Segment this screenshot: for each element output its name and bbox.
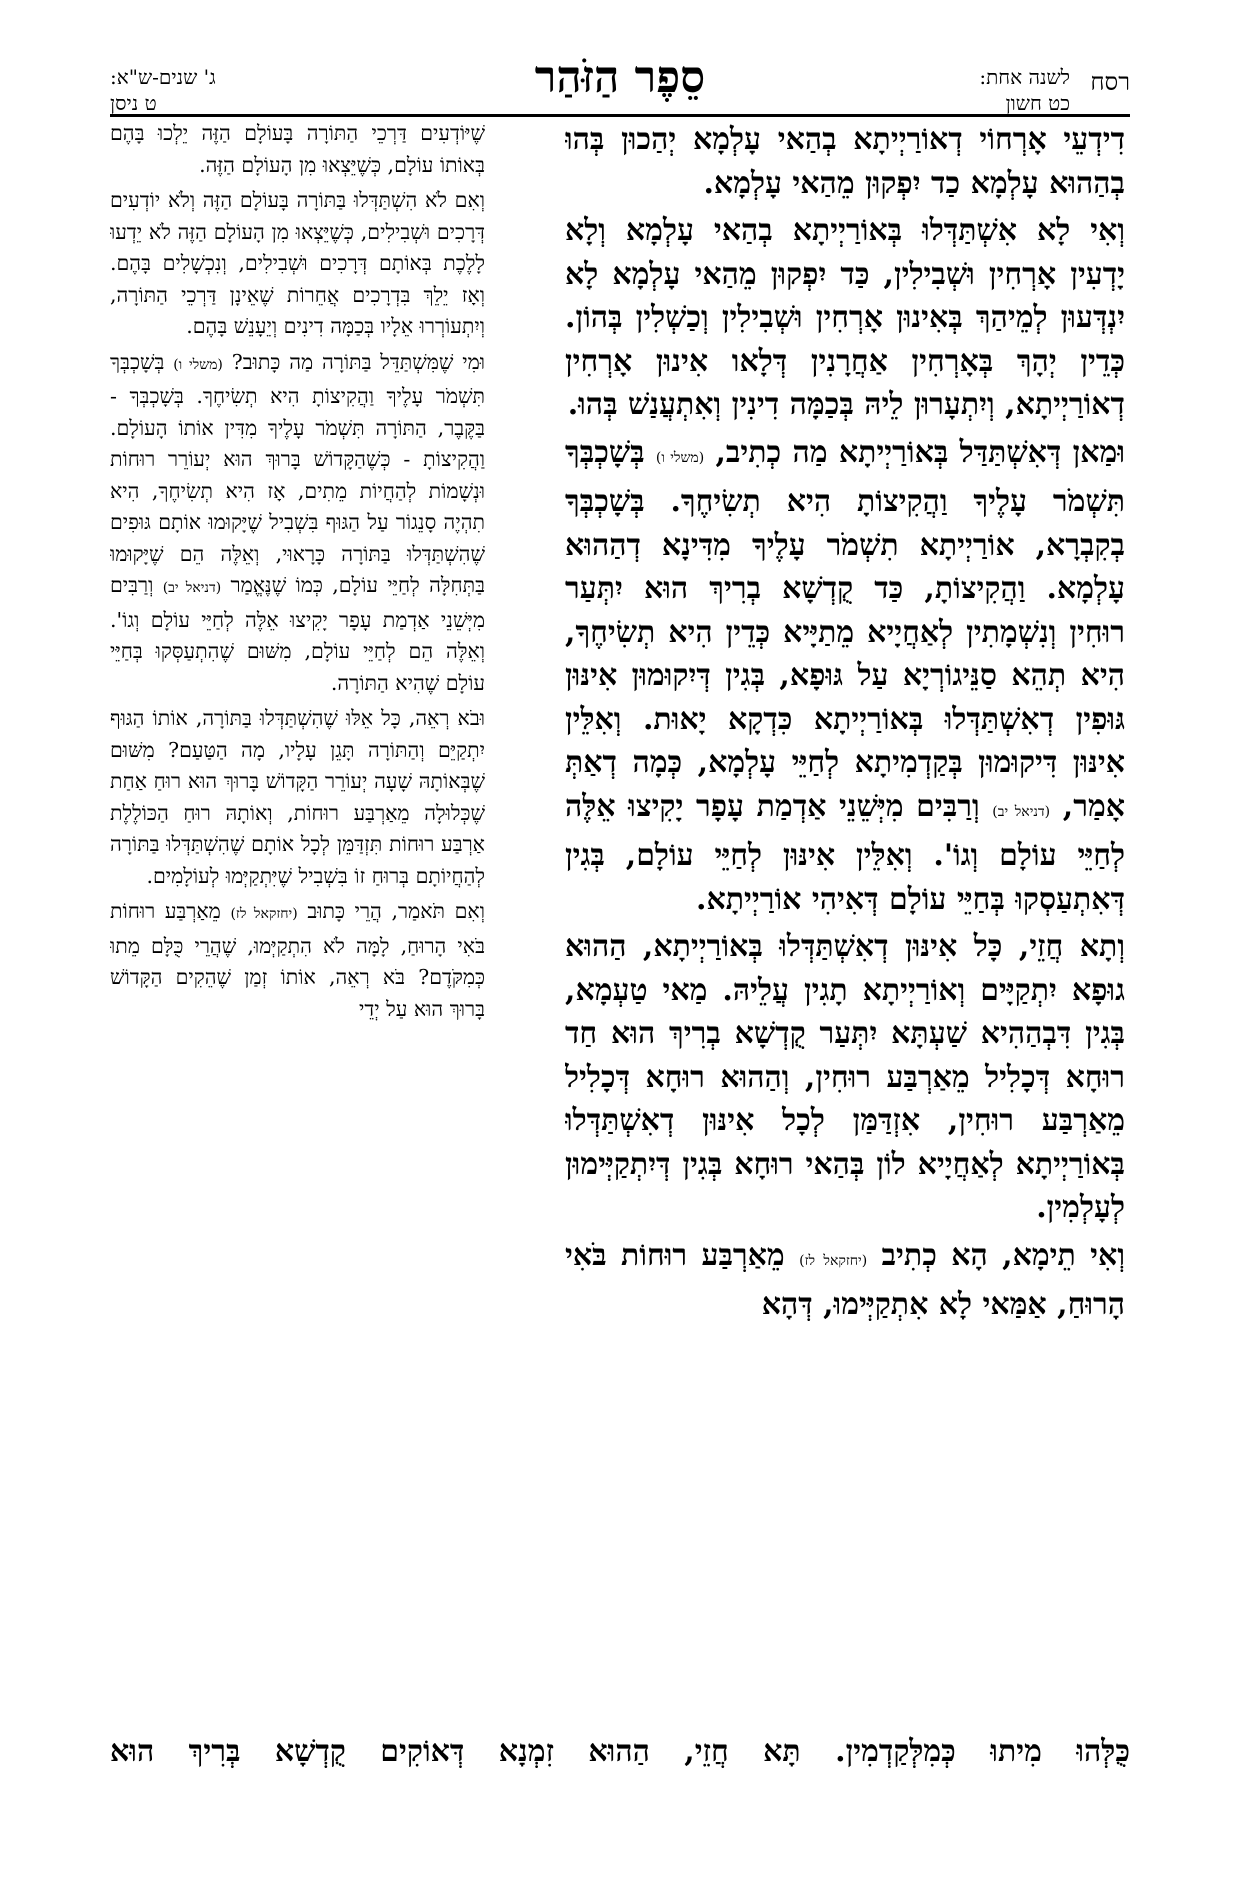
verse-reference: (יחזקאל לז) (230, 906, 298, 922)
full-width-bottom-line: כֻּלְּהוּ מִיתוּ כְּמִלְּקַדְמִין. תָּא חֲזֵי, הַהוּא זִמְנָא דְּאוֹקִים קֻדְשָׁא בְּרִיךְ הוּא (110, 1734, 1130, 1769)
translation-text: וְרַבִּים מִיְּשֵׁנֵי אַדְמַת עָפָר יָקִיצוּ אֵלֶּה לְחַיֵּי עוֹלָם וְגוֹ'. וְאֵלֶּה הֵם לְחַיֵּי עוֹלָם, מִשּׁוּם שֶׁהִתְעַסְּקוּ בְּחַיֵּי עוֹלָם שֶׁהִיא הַתּוֹרָה. (110, 573, 485, 695)
translation-text: מֵאַרְבַּע רוּחוֹת בֹּאִי הָרוּחַ, לָמָּה לֹא הִתְקַיְּמוּ, שֶׁהֲרֵי כֻּלָּם מֵתוּ כְּמִקֹּדֶם? בֹּא רְאֵה, אוֹתוֹ זְמַן שֶׁהֵקִים הַקָּדוֹשׁ בָּרוּךְ הוּא עַל יְדֵי (110, 899, 485, 1021)
verse-reference: (דניאל יב) (162, 580, 222, 596)
main-text: בְּשָׁכְבְּךָ תִּשְׁמֹר עָלֶיךָ וַהֲקִיצוֹתָ הִיא תְשִׂיחֶךָ. בְּשָׁכְבְּךָ בְקִבְרָא, אוֹרַיְיתָא תִשְׁמֹר עָלֶיךָ מִדִּינָא דְהַהוּא עָלְמָא. וַהֲקִיצוֹתָ, כַּד קֻדְשָׁא בְרִיךְ הוּא יִתְּעַר רוּחִין וְנִשְׁמָתִין לְאַחֲיָיא מֵתַיָּיא כְּדֵין הִיא תְשִׂיחֶךָ, הִיא תְהֵא סַנֵּיגוֹרְיָא עַל גּוּפָא, בְּגִין דְּיִקוּמוּן אִינּוּן גּוּפִין דְאִשְׁתַּדְּלוּ בְּאוֹרַיְיתָא כִּדְקָא יָאוּת. וְאִלֵּין אִינּוּן דִּיקוּמוּן בְּקַדְמִיתָא לְחַיֵּי עָלְמָא, כְּמָה דְאַתְּ אָמַר, (565, 434, 1125, 824)
translation-text: וּמִי שֶׁמִּשְׁתַּדֵּל בַּתּוֹרָה מַה כָּתוּב? (231, 349, 485, 374)
translation-paragraph: וְאִם לֹא הִשְׁתַּדְּלוּ בַּתּוֹרָה בָּעוֹלָם הַזֶּה וְלֹא יוֹדְעִים דְּרָכִים וּשְׁבִילִים, כְּשֶׁיֵּצְאוּ מִן הָעוֹלָם הַזֶּה לֹא יֵדְעוּ לָלֶכֶת בְּאוֹתָם דְּרָכִים וּשְׁבִילִים, וְנִכְשָׁלִים בָּהֶם. וְאָז יֵלֵךְ בִּדְרָכִים אֲחֵרוֹת שֶׁאֵינָן דַּרְכֵי הַתּוֹרָה, וְיִתְעוֹרְרוּ אֵלָיו בְּכַמָּה דִינִים וְיֵעָנֵשׁ בָּהֶם. (110, 188, 485, 338)
date-label-one-year: לשנה אחת: (979, 65, 1070, 89)
main-text: וְאִי תֵימָא, הָא כְתִיב (881, 1237, 1125, 1273)
main-paragraph: דִידְעֵי אָרְחוֹי דְאוֹרַיְיתָא בְהַאי עָלְמָא יְהַכוּן בְּהוּ בְהַהוּא עָלְמָא כַד יִפְקוּן מֵהַאי עָלְמָא. (565, 122, 1125, 201)
verse-reference: (דניאל יב) (992, 803, 1051, 820)
verse-reference: (יחזקאל לז) (799, 1252, 868, 1269)
date-value-three-years: ט ניסן (110, 91, 157, 115)
translation-text: בְּשָׁכְבְּךָ תִּשְׁמֹר עָלֶיךָ וַהֲקִיצוֹתָ הִיא תְשִׂיחֶךָ. בְּשָׁכְבְּךָ - בַּקֶּבֶר, הַתּוֹרָה תִּשְׁמֹר עָלֶיךָ מִדִּין אוֹתוֹ הָעוֹלָם. וַהֲקִיצוֹתָ - כְּשֶׁהַקָּדוֹשׁ בָּרוּךְ הוּא יְעוֹרֵר רוּחוֹת וּנְשָׁמוֹת לְהַחֲיוֹת מֵתִים, אָז הִיא תְשִׂיחֶךָ, הִיא תִהְיֶה סָנֵגוֹר עַל הַגּוּף בִּשְׁבִיל שֶׁיָּקוּמוּ אוֹתָם גּוּפִים שֶׁהִשְׁתַּדְּלוּ בַּתּוֹרָה כָּרָאוּי, וְאֵלֶּה הֵם שֶׁיָּקוּמוּ בַּתְּחִלָּה לְחַיֵּי עוֹלָם, כְּמוֹ שֶׁנֶּאֱמַר (110, 349, 485, 597)
translation-paragraph: וּבֹא רְאֵה, כָּל אֵלּוּ שֶׁהִשְׁתַּדְּלוּ בַּתּוֹרָה, אוֹתוֹ הַגּוּף יִתְקַיֵּם וְהַתּוֹרָה תָּגֵן עָלָיו, מָה הַטַּעַם? מִשּׁוּם שֶׁבְּאוֹתָהּ שָׁעָה יְעוֹרֵר הַקָּדוֹשׁ בָּרוּךְ הוּא רוּחַ אַחַת שֶׁכְּלוּלָה מֵאַרְבַּע רוּחוֹת, וְאוֹתָהּ רוּחַ הַכּוֹלֶלֶת אַרְבַּע רוּחוֹת תִּזְדַּמֵּן לְכָל אוֹתָם שֶׁהִשְׁתַּדְּלוּ בַּתּוֹרָה לְהַחֲיוֹתָם בְּרוּחַ זוֹ בִּשְׁבִיל שֶׁיִּתְקַיְּמוּ לְעוֹלָמִים. (110, 706, 485, 888)
main-paragraph (565, 431, 1125, 922)
main-paragraph: וְאִי לָא אִשְׁתַּדְּלוּ בְּאוֹרַיְיתָא בְהַאי עָלְמָא וְלָא יָדְעִין אָרְחִין וּשְׁבִילִין, כַּד יִפְקוּן מֵהַאי עָלְמָא לָא יִנְדְּעוּן לְמֵיהַךְ בְּאִינוּן אָרְחִין וּשְׁבִילִין וְכַשְׁלִין בְּהוֹן. כְּדֵין יְהָךְ בְּאָרְחִין אַחֲרָנִין דְּלָאו אִינוּן אָרְחִין דְאוֹרַיְיתָא, וְיִתְעָרוּן לֵיהּ בְּכַמָּה דִינִין וְאִתְעֲנַשׁ בְּהוּ. (565, 213, 1125, 422)
main-text: וּמַאן דְּאִשְׁתַּדַּל בְּאוֹרַיְיתָא מַה כְתִיב, (715, 434, 1125, 470)
page-header (110, 50, 1130, 115)
main-paragraph: וְתָא חֲזֵי, כָּל אִינּוּן דְאִשְׁתַּדְּלוּ בְּאוֹרַיְיתָא, הַהוּא גוּפָא יִתְקַיָּים וְאוֹרַיְיתָא תָגִין עֲלֵיהּ. מַאי טַעְמָא, בְּגִין דִּבְהַהִיא שַׁעְתָּא יִתְּעַר קֻדְשָׁא בְרִיךְ הוּא חַד רוּחָא דְּכָלִיל מֵאַרְבַּע רוּחִין, וְהַהוּא רוּחָא דְּכָלִיל מֵאַרְבַּע רוּחִין, אִזְדַּמַּן לְכָל אִינּוּן דְאִשְׁתַּדְּלוּ בְּאוֹרַיְיתָא לְאַחֲיָיא לוֹן בְּהַאי רוּחָא בְּגִין דְּיִתְקַיְּימוּן לְעָלְמִין. (565, 929, 1125, 1225)
translation-paragraph (110, 347, 485, 700)
date-label-three-years: ג' שנים-ש"א: (110, 65, 216, 89)
date-value-one-year: כט חשון (1005, 91, 1070, 115)
main-text: מֵאַרְבַּע רוּחוֹת בֹּאִי הָרוּחַ, אַמַּאי לָא אִתְקַיְּימוּ, דְּהָא (565, 1237, 1125, 1322)
verse-reference: (משלי ו) (173, 356, 223, 373)
verse-reference: (משלי ו) (655, 449, 705, 466)
aramaic-text-column (565, 118, 1125, 1726)
translation-text: וְאִם תֹּאמַר, הֲרֵי כָּתוּב (307, 899, 485, 923)
daily-schedule-three-years (110, 64, 216, 116)
translation-paragraph (110, 896, 485, 1025)
main-text: וְרַבִּים מִיְּשֵׁנֵי אַדְמַת עָפָר יָקִיצוּ אֵלֶּה לְחַיֵּי עוֹלָם וְגוֹ'. וְאִלֵּין אִינּוּן לְחַיֵּי עוֹלָם, בְּגִין דְּאִתְעַסְקוּ בְּחַיֵּי עוֹלָם דְּאִיהִי אוֹרַיְיתָא. (565, 788, 1125, 917)
hebrew-translation-column (110, 118, 485, 1730)
page-number: רסח (1090, 68, 1130, 96)
header-divider (110, 114, 1130, 117)
main-paragraph (565, 1234, 1125, 1327)
translation-paragraph: שֶׁיּוֹדְעִים דַּרְכֵי הַתּוֹרָה בָּעוֹלָם הַזֶּה יֵלְכוּ בָּהֶם בְּאוֹתוֹ עוֹלָם, כְּשֶׁיֵּצְאוּ מִן הָעוֹלָם הַזֶּה. (110, 121, 485, 177)
book-title: סֵפֶר הַזֹּהַר (534, 52, 706, 103)
